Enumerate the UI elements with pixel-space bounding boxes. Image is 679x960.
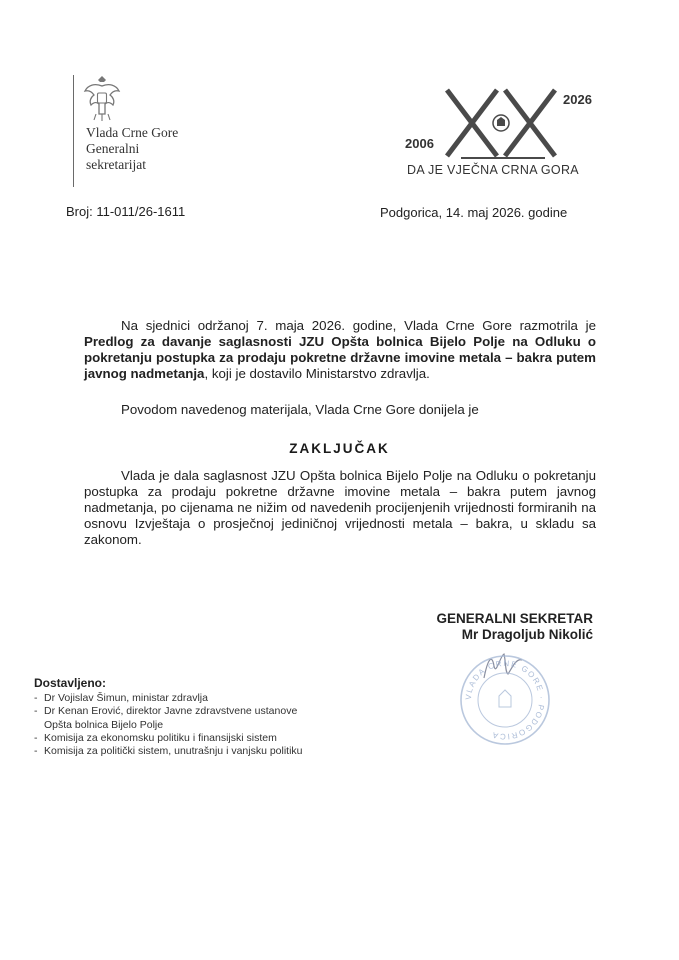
header-divider xyxy=(73,75,74,187)
paragraph-1 xyxy=(84,318,596,382)
paragraph-1-intro: Na sjednici održanoj 7. maja 2026. godine, Vlada Crne Gore razmotrila je xyxy=(121,318,596,333)
distribution-item: - Komisija za ekonomsku politiku i finansijski sistem xyxy=(34,732,324,745)
distribution-list xyxy=(34,692,324,758)
anniversary-year-end: 2026 xyxy=(563,92,592,107)
official-stamp xyxy=(458,653,552,747)
place-date: Podgorica, 14. maj 2026. godine xyxy=(380,205,568,220)
distribution-item: - Komisija za politički sistem, unutrašnju i vanjsku politiku xyxy=(34,745,324,758)
conclusion-text: Vlada je dala saglasnost JZU Opšta bolnica Bijelo Polje na Odluku o pokretanju postupka za prodaju pokretne državne imovine metala – bakra putem javnog nadmetanja, po cijenama ne nižim od navedenih procijenjenih vrijednosti formiranih na osnovu Izvještaja o prosječnoj jediničnoj vrijednosti metala – bakra, u skladu sa zakonom. xyxy=(84,468,596,547)
distribution-heading: Dostavljeno: xyxy=(34,676,107,690)
org-name-line-1: Vlada Crne Gore xyxy=(86,125,179,140)
distribution-item: - Dr Kenan Erović, direktor Javne zdravstvene ustanove Opšta bolnica Bijelo Polje xyxy=(34,705,324,732)
org-name-line-2: Generalni xyxy=(86,141,140,156)
paragraph-1-end: , koji je dostavilo Ministarstvo zdravlja. xyxy=(204,366,430,381)
signatory-name: Mr Dragoljub Nikolić xyxy=(461,627,593,642)
anniversary-year-start: 2006 xyxy=(405,136,434,151)
coat-of-arms-icon xyxy=(82,76,122,122)
paragraph-2: Povodom navedenog materijala, Vlada Crne Gore donijela je xyxy=(121,402,479,417)
document-number: Broj: 11-011/26-1611 xyxy=(66,204,186,219)
org-name-line-3: sekretarijat xyxy=(86,157,146,172)
proposal-title: Predlog za davanje saglasnosti JZU Opšta bolnica Bijelo Polje na Odluku o pokretanju postupka za prodaju pokretne državne imovine metala – bakra putem javnog nadmetanja xyxy=(84,334,596,381)
svg-text:VLADA CRNE GORE · PODGORICA xyxy=(464,659,546,741)
signatory-title: GENERALNI SEKRETAR xyxy=(436,611,593,626)
stamp-text: VLADA CRNE GORE · PODGORICA xyxy=(463,658,547,742)
conclusion-title: ZAKLJUČAK xyxy=(289,441,390,456)
anniversary-motto: DA JE VJEČNA CRNA GORA xyxy=(407,163,579,177)
distribution-item: - Dr Vojislav Šimun, ministar zdravlja xyxy=(34,692,324,705)
